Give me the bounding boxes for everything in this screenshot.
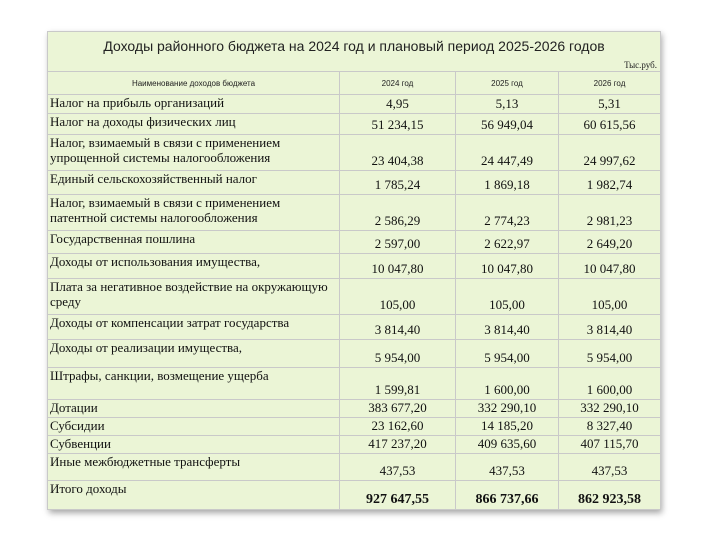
value-2024: 10 047,80 [340,254,456,279]
table-row [48,135,661,171]
row-name: Государственная пошлина [48,231,340,254]
table-row [48,195,661,231]
value-2025: 14 185,20 [456,418,559,436]
value-2024: 383 677,20 [340,400,456,418]
table-row [48,279,661,315]
value-2024: 51 234,15 [340,114,456,135]
table-row [48,400,661,418]
table-row [48,114,661,135]
total-2026: 862 923,58 [559,481,661,510]
value-2025: 10 047,80 [456,254,559,279]
row-name: Субвенции [48,436,340,454]
value-2024: 3 814,40 [340,315,456,340]
value-2024: 1 599,81 [340,368,456,400]
value-2025: 2 622,97 [456,231,559,254]
row-name: Плата за негативное воздействие на окружающую среду [48,279,340,315]
row-name: Налог, взимаемый в связи с применением патентной системы налогообложения [48,195,340,231]
row-name: Доходы от использования имущества, [48,254,340,279]
table-row [48,315,661,340]
value-2024: 2 586,29 [340,195,456,231]
table-row [48,95,661,114]
table-row [48,436,661,454]
header-row [48,72,661,95]
value-2025: 5 954,00 [456,340,559,368]
row-name: Единый сельскохозяйственный налог [48,171,340,195]
value-2026: 24 997,62 [559,135,661,171]
value-2024: 437,53 [340,454,456,481]
value-2024: 2 597,00 [340,231,456,254]
value-2024: 417 237,20 [340,436,456,454]
value-2025: 3 814,40 [456,315,559,340]
table-row [48,231,661,254]
value-2025: 332 290,10 [456,400,559,418]
value-2026: 8 327,40 [559,418,661,436]
table-title: Доходы районного бюджета на 2024 год и плановый период 2025-2026 годов [103,38,605,54]
row-name: Субсидии [48,418,340,436]
column-header-2026: 2026 год [559,72,661,95]
total-label: Итого доходы [48,481,340,510]
table-row [48,254,661,279]
row-name: Дотации [48,400,340,418]
value-2026: 1 600,00 [559,368,661,400]
row-name: Налог на прибыль организаций [48,95,340,114]
table-row [48,171,661,195]
value-2025: 437,53 [456,454,559,481]
row-name: Доходы от реализации имущества, [48,340,340,368]
table-row [48,368,661,400]
row-name: Налог на доходы физических лиц [48,114,340,135]
value-2024: 1 785,24 [340,171,456,195]
value-2026: 5 954,00 [559,340,661,368]
table-row [48,340,661,368]
column-header-2024: 2024 год [340,72,456,95]
column-header-2025: 2025 год [456,72,559,95]
row-name: Штрафы, санкции, возмещение ущерба [48,368,340,400]
table-title-cell [48,32,661,72]
value-2026: 2 649,20 [559,231,661,254]
budget-table-container [47,31,660,510]
row-name: Доходы от компенсации затрат государства [48,315,340,340]
value-2026: 60 615,56 [559,114,661,135]
value-2024: 4,95 [340,95,456,114]
value-2026: 3 814,40 [559,315,661,340]
total-2025: 866 737,66 [456,481,559,510]
value-2025: 1 869,18 [456,171,559,195]
value-2024: 105,00 [340,279,456,315]
value-2024: 23 162,60 [340,418,456,436]
value-2026: 5,31 [559,95,661,114]
value-2026: 10 047,80 [559,254,661,279]
table-row [48,418,661,436]
unit-label: Тыс.руб. [624,60,658,70]
value-2026: 2 981,23 [559,195,661,231]
value-2026: 407 115,70 [559,436,661,454]
value-2024: 5 954,00 [340,340,456,368]
table-row [48,454,661,481]
total-2024: 927 647,55 [340,481,456,510]
value-2025: 24 447,49 [456,135,559,171]
row-name: Налог, взимаемый в связи с применением упрощенной системы налогообложения [48,135,340,171]
value-2026: 1 982,74 [559,171,661,195]
value-2025: 56 949,04 [456,114,559,135]
budget-income-table [47,31,661,510]
value-2024: 23 404,38 [340,135,456,171]
value-2026: 105,00 [559,279,661,315]
value-2025: 105,00 [456,279,559,315]
column-header-name: Наименование доходов бюджета [48,72,340,95]
total-row [48,481,661,510]
value-2025: 5,13 [456,95,559,114]
row-name: Иные межбюджетные трансферты [48,454,340,481]
value-2026: 437,53 [559,454,661,481]
value-2026: 332 290,10 [559,400,661,418]
value-2025: 409 635,60 [456,436,559,454]
value-2025: 2 774,23 [456,195,559,231]
value-2025: 1 600,00 [456,368,559,400]
title-row [48,32,661,72]
